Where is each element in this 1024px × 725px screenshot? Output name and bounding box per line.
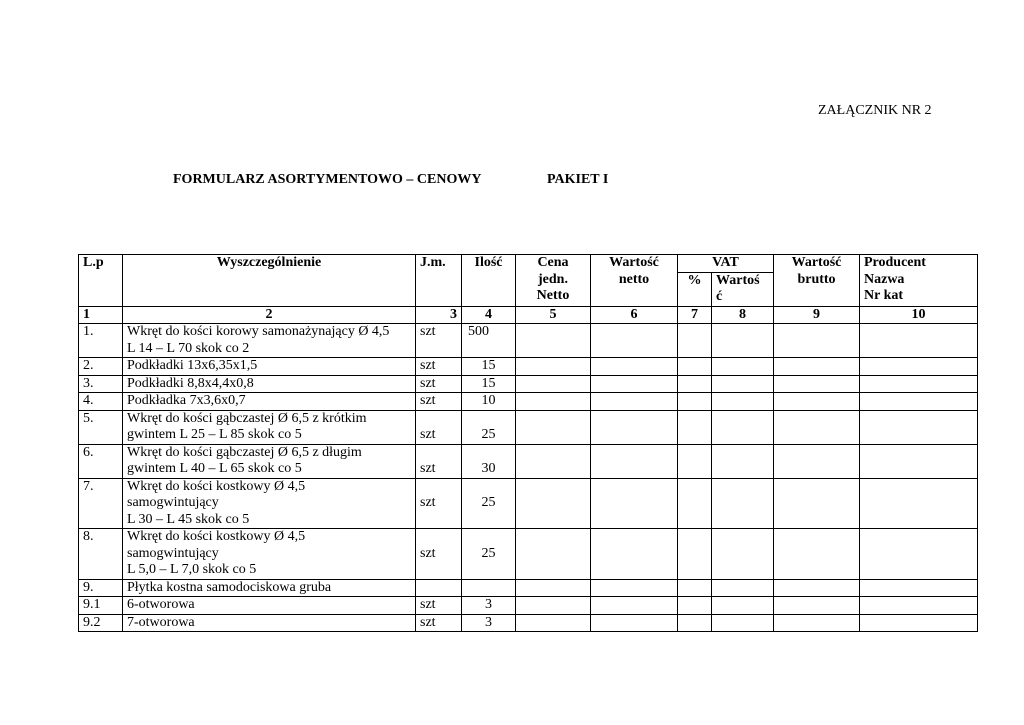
table-row bbox=[79, 478, 978, 529]
cell-vat-value bbox=[712, 410, 774, 444]
cell-vat-value bbox=[712, 393, 774, 411]
row-qty: 10 bbox=[462, 393, 516, 411]
row-lp: 1. bbox=[79, 324, 123, 358]
row-desc-line: Płytka kostna samodociskowa gruba bbox=[127, 579, 332, 595]
row-desc-line: Wkręt do kości kostkowy Ø 4,5 bbox=[127, 478, 306, 494]
header-vat-value-line2: ć bbox=[716, 289, 723, 304]
row-desc-line: Wkręt do kości korowy samonażynający Ø 4,5 bbox=[127, 324, 390, 339]
row-desc bbox=[123, 375, 416, 393]
header-unit: J.m. bbox=[416, 255, 462, 307]
cell-producer bbox=[860, 410, 978, 444]
header-price-line2: jedn. bbox=[538, 271, 568, 287]
cell-unit-price bbox=[516, 529, 591, 580]
row-qty: 25 bbox=[462, 410, 516, 444]
header-netto-line2: netto bbox=[618, 271, 650, 287]
cell-brutto bbox=[774, 529, 860, 580]
cell-unit-price bbox=[516, 444, 591, 478]
col-num: 1 bbox=[79, 306, 123, 324]
row-lp: 9. bbox=[79, 579, 123, 597]
col-num: 6 bbox=[591, 306, 678, 324]
row-qty: 3 bbox=[462, 614, 516, 632]
cell-unit-price bbox=[516, 478, 591, 529]
row-qty: 500 bbox=[462, 324, 516, 358]
row-unit: szt bbox=[416, 375, 462, 393]
header-unit-price bbox=[516, 255, 591, 307]
cell-vat-value bbox=[712, 358, 774, 376]
cell-vat-value bbox=[712, 614, 774, 632]
cell-unit-price bbox=[516, 358, 591, 376]
cell-unit-price bbox=[516, 410, 591, 444]
row-lp: 5. bbox=[79, 410, 123, 444]
row-desc bbox=[123, 444, 416, 478]
cell-netto bbox=[591, 358, 678, 376]
header-desc: Wyszczególnienie bbox=[123, 255, 416, 307]
cell-producer bbox=[860, 529, 978, 580]
row-lp: 4. bbox=[79, 393, 123, 411]
cell-unit-price bbox=[516, 579, 591, 597]
cell-vat-pct bbox=[678, 324, 712, 358]
row-desc-line: Podkładki 8,8x4,4x0,8 bbox=[127, 375, 254, 391]
table-row bbox=[79, 597, 978, 615]
row-qty: 15 bbox=[462, 358, 516, 376]
cell-unit-price bbox=[516, 597, 591, 615]
row-desc-line: samogwintujący bbox=[127, 545, 219, 561]
package-label: PAKIET I bbox=[547, 172, 609, 187]
row-desc-line: 6-otworowa bbox=[127, 597, 195, 612]
row-unit: szt bbox=[416, 478, 462, 529]
cell-producer bbox=[860, 444, 978, 478]
header-vat-value-line1: Wartoś bbox=[716, 272, 760, 288]
table-row bbox=[79, 579, 978, 597]
table-row bbox=[79, 358, 978, 376]
header-row-1 bbox=[79, 255, 978, 273]
header-producer-line3: Nr kat bbox=[864, 288, 904, 303]
header-brutto-line2: brutto bbox=[797, 271, 836, 287]
col-num: 2 bbox=[123, 306, 416, 324]
cell-vat-pct bbox=[678, 358, 712, 376]
col-num: 9 bbox=[774, 306, 860, 324]
cell-producer bbox=[860, 597, 978, 615]
row-desc-line: Wkręt do kości gąbczastej Ø 6,5 z krótkim bbox=[127, 410, 367, 426]
row-qty bbox=[462, 579, 516, 597]
row-desc bbox=[123, 358, 416, 376]
header-vat-percent: % bbox=[678, 272, 712, 306]
cell-producer bbox=[860, 393, 978, 411]
cell-vat-pct bbox=[678, 410, 712, 444]
cell-brutto bbox=[774, 478, 860, 529]
row-lp: 6. bbox=[79, 444, 123, 478]
row-unit: szt bbox=[416, 358, 462, 376]
cell-producer bbox=[860, 358, 978, 376]
row-desc bbox=[123, 478, 416, 529]
cell-brutto bbox=[774, 597, 860, 615]
header-lp: L.p bbox=[79, 255, 123, 307]
row-desc bbox=[123, 529, 416, 580]
row-unit: szt bbox=[416, 393, 462, 411]
row-unit: szt bbox=[416, 410, 462, 444]
row-qty: 30 bbox=[462, 444, 516, 478]
cell-netto bbox=[591, 410, 678, 444]
cell-vat-pct bbox=[678, 579, 712, 597]
row-qty: 15 bbox=[462, 375, 516, 393]
row-lp: 9.2 bbox=[79, 614, 123, 632]
row-unit: szt bbox=[416, 324, 462, 358]
col-num: 8 bbox=[712, 306, 774, 324]
row-lp: 7. bbox=[79, 478, 123, 529]
cell-brutto bbox=[774, 410, 860, 444]
header-producer-line1: Producent bbox=[864, 255, 926, 270]
cell-unit-price bbox=[516, 393, 591, 411]
row-desc bbox=[123, 324, 416, 358]
header-vat: VAT bbox=[678, 255, 774, 273]
row-desc bbox=[123, 597, 416, 615]
cell-vat-value bbox=[712, 597, 774, 615]
row-unit: szt bbox=[416, 444, 462, 478]
row-qty: 25 bbox=[462, 529, 516, 580]
cell-producer bbox=[860, 478, 978, 529]
cell-netto bbox=[591, 478, 678, 529]
row-desc-line: samogwintujący bbox=[127, 495, 219, 510]
cell-netto bbox=[591, 375, 678, 393]
row-unit: szt bbox=[416, 597, 462, 615]
table-row bbox=[79, 375, 978, 393]
cell-brutto bbox=[774, 579, 860, 597]
cell-vat-value bbox=[712, 324, 774, 358]
col-num: 3 bbox=[416, 306, 462, 324]
cell-producer bbox=[860, 324, 978, 358]
cell-vat-value bbox=[712, 478, 774, 529]
col-num: 10 bbox=[860, 306, 978, 324]
cell-vat-pct bbox=[678, 529, 712, 580]
table-row bbox=[79, 324, 978, 358]
cell-producer bbox=[860, 375, 978, 393]
row-desc-line: Wkręt do kości gąbczastej Ø 6,5 z długim bbox=[127, 444, 362, 460]
row-desc-line: L 14 – L 70 skok co 2 bbox=[127, 340, 250, 356]
cell-vat-pct bbox=[678, 444, 712, 478]
header-netto-line1: Wartość bbox=[609, 255, 659, 270]
row-desc-line: gwintem L 40 – L 65 skok co 5 bbox=[127, 461, 302, 476]
cell-vat-pct bbox=[678, 597, 712, 615]
row-unit: szt bbox=[416, 529, 462, 580]
cell-netto bbox=[591, 393, 678, 411]
annex-label: ZAŁĄCZNIK NR 2 bbox=[818, 103, 932, 118]
row-desc bbox=[123, 579, 416, 597]
header-brutto-value bbox=[774, 255, 860, 307]
cell-brutto bbox=[774, 614, 860, 632]
header-vat-value bbox=[712, 272, 774, 306]
row-qty: 25 bbox=[462, 478, 516, 529]
header-producer bbox=[860, 255, 978, 307]
row-lp: 2. bbox=[79, 358, 123, 376]
cell-vat-value bbox=[712, 375, 774, 393]
table-row bbox=[79, 444, 978, 478]
table-row bbox=[79, 614, 978, 632]
cell-unit-price bbox=[516, 375, 591, 393]
header-netto-value bbox=[591, 255, 678, 307]
row-desc-line: L 30 – L 45 skok co 5 bbox=[127, 511, 250, 527]
cell-brutto bbox=[774, 324, 860, 358]
table-row bbox=[79, 529, 978, 580]
row-unit bbox=[416, 579, 462, 597]
header-qty: Ilość bbox=[462, 255, 516, 307]
row-desc-line: gwintem L 25 – L 85 skok co 5 bbox=[127, 427, 302, 442]
cell-netto bbox=[591, 444, 678, 478]
row-desc-line: Podkładki 13x6,35x1,5 bbox=[127, 358, 258, 373]
row-desc-line: 7-otworowa bbox=[127, 614, 195, 630]
row-qty: 3 bbox=[462, 597, 516, 615]
cell-vat-value bbox=[712, 529, 774, 580]
cell-vat-pct bbox=[678, 375, 712, 393]
cell-netto bbox=[591, 324, 678, 358]
row-unit: szt bbox=[416, 614, 462, 632]
row-desc bbox=[123, 393, 416, 411]
row-desc bbox=[123, 614, 416, 632]
table-row bbox=[79, 393, 978, 411]
cell-producer bbox=[860, 614, 978, 632]
row-lp: 8. bbox=[79, 529, 123, 580]
cell-brutto bbox=[774, 444, 860, 478]
row-desc-line: Podkładka 7x3,6x0,7 bbox=[127, 393, 246, 408]
cell-netto bbox=[591, 529, 678, 580]
form-title: FORMULARZ ASORTYMENTOWO – CENOWY bbox=[173, 172, 482, 187]
row-desc-line: Wkręt do kości kostkowy Ø 4,5 bbox=[127, 529, 306, 544]
col-num: 7 bbox=[678, 306, 712, 324]
row-desc bbox=[123, 410, 416, 444]
header-price-line1: Cena bbox=[537, 255, 569, 270]
cell-producer bbox=[860, 579, 978, 597]
cell-brutto bbox=[774, 375, 860, 393]
header-brutto-line1: Wartość bbox=[791, 255, 842, 270]
cell-vat-pct bbox=[678, 478, 712, 529]
table-row bbox=[79, 410, 978, 444]
column-number-row bbox=[79, 306, 978, 324]
header-price-line3: Netto bbox=[536, 288, 570, 303]
price-form-table bbox=[78, 254, 978, 632]
cell-vat-pct bbox=[678, 393, 712, 411]
cell-netto bbox=[591, 579, 678, 597]
cell-vat-pct bbox=[678, 614, 712, 632]
col-num: 5 bbox=[516, 306, 591, 324]
row-lp: 9.1 bbox=[79, 597, 123, 615]
cell-vat-value bbox=[712, 579, 774, 597]
header-producer-line2: Nazwa bbox=[864, 271, 905, 287]
cell-netto bbox=[591, 614, 678, 632]
cell-unit-price bbox=[516, 614, 591, 632]
cell-vat-value bbox=[712, 444, 774, 478]
cell-netto bbox=[591, 597, 678, 615]
row-lp: 3. bbox=[79, 375, 123, 393]
cell-brutto bbox=[774, 393, 860, 411]
cell-brutto bbox=[774, 358, 860, 376]
cell-unit-price bbox=[516, 324, 591, 358]
col-num: 4 bbox=[462, 306, 516, 324]
row-desc-line: L 5,0 – L 7,0 skok co 5 bbox=[127, 562, 257, 577]
